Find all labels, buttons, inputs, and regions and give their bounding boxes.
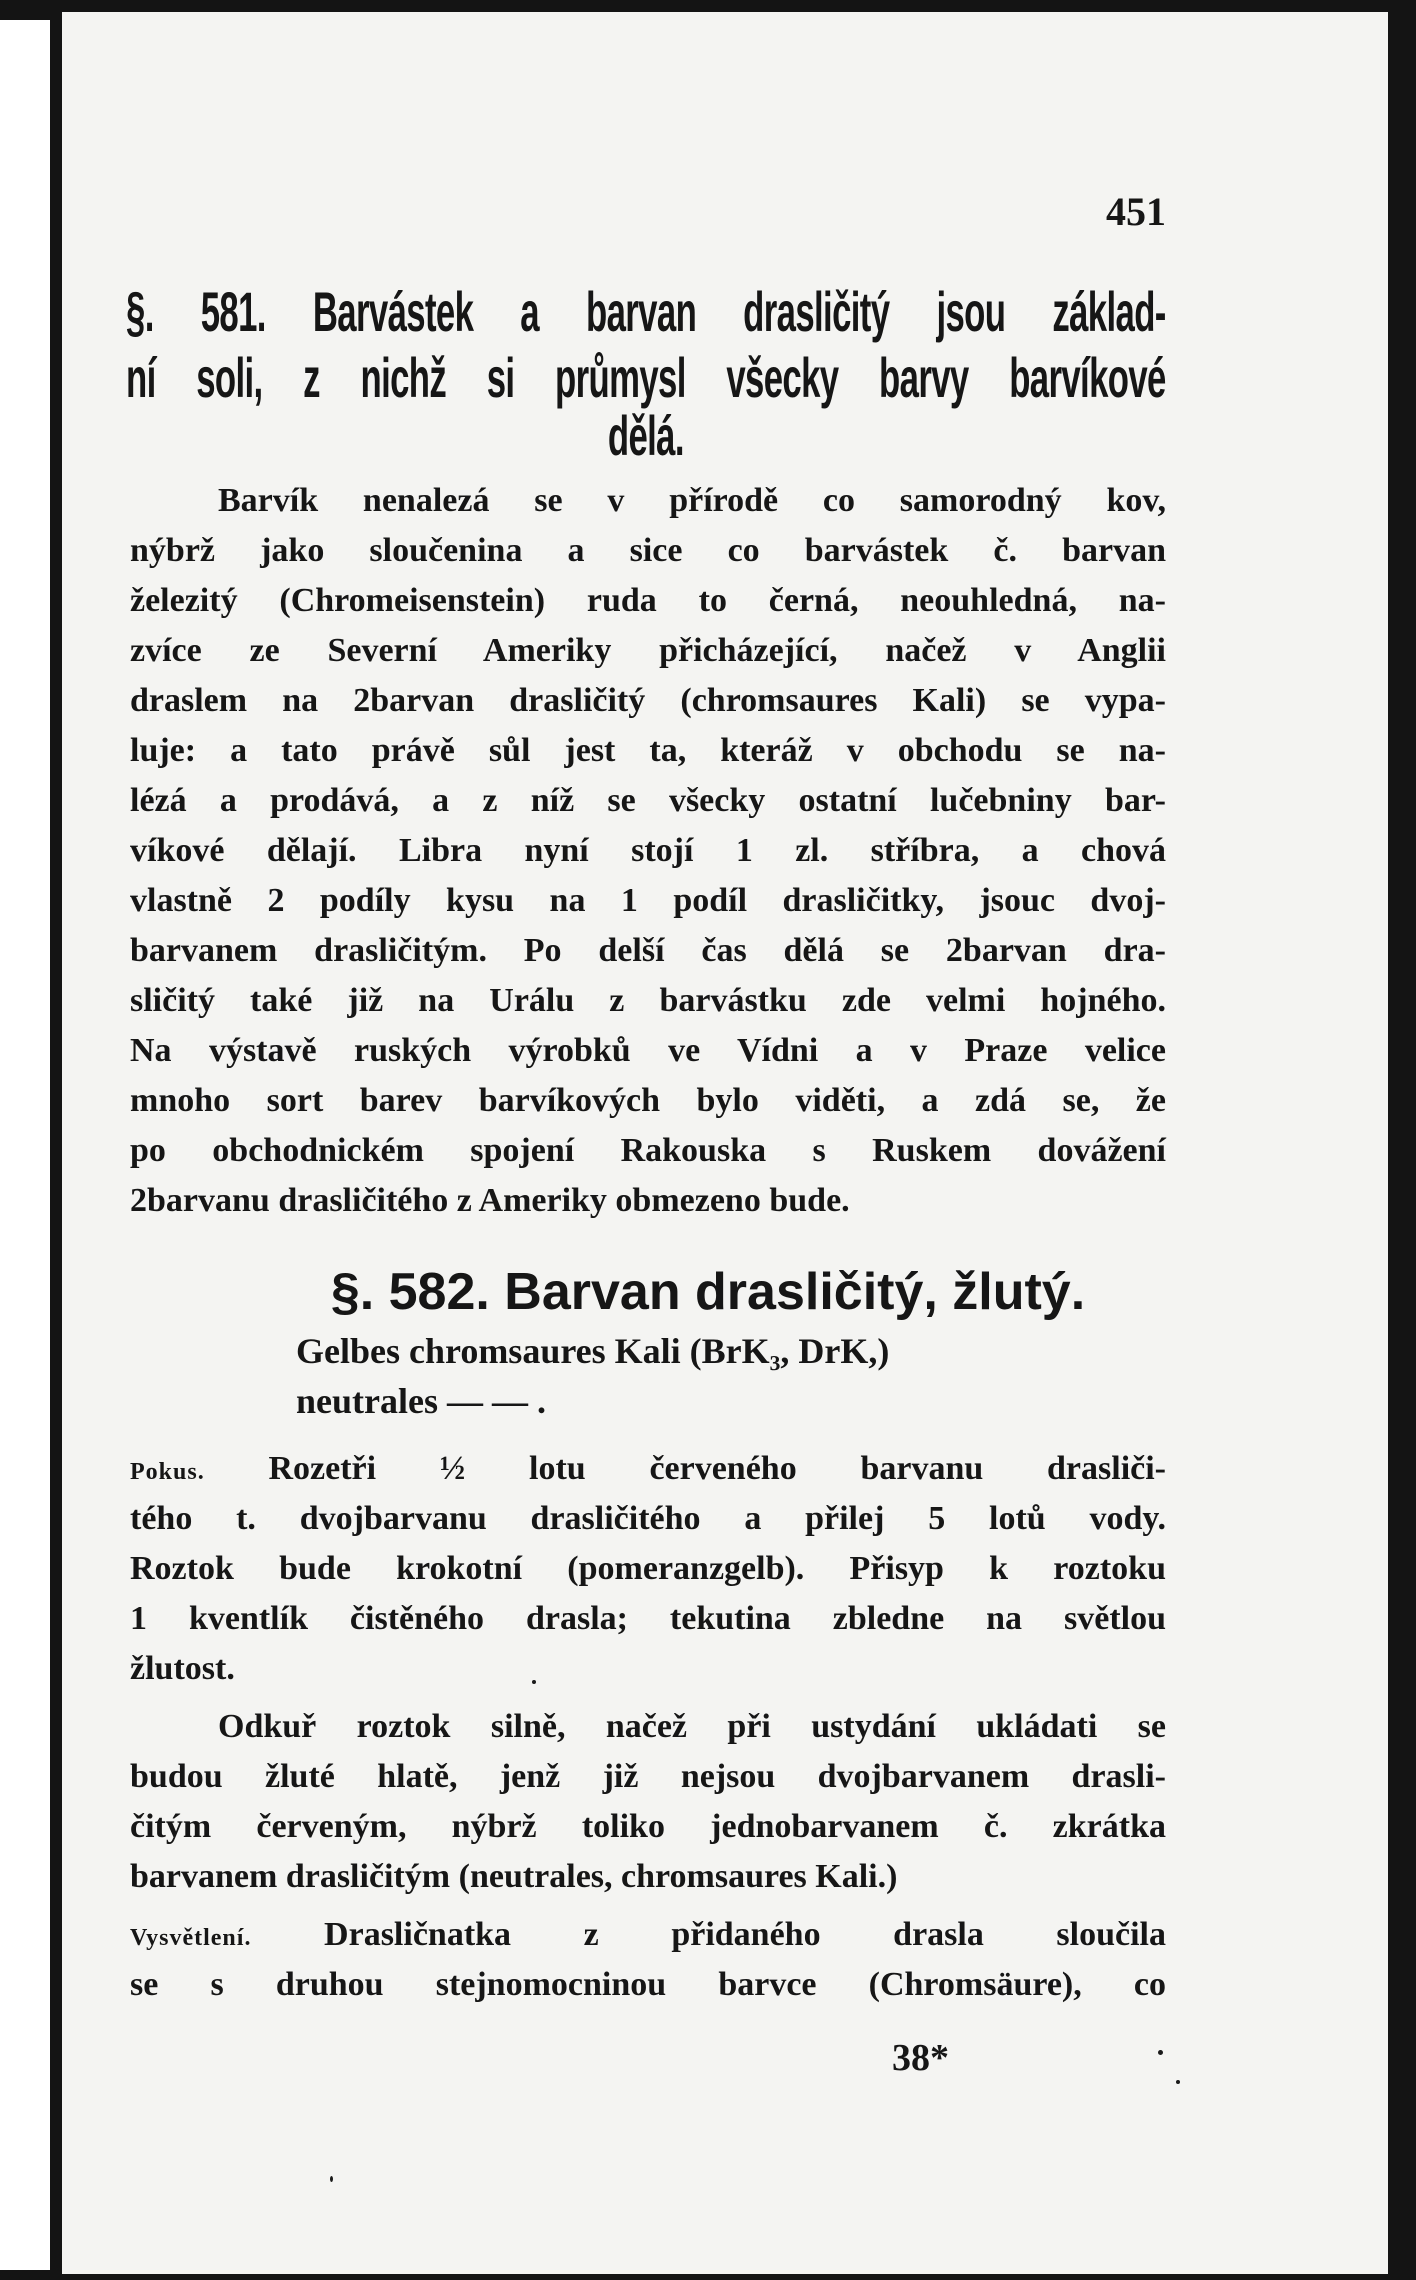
para1-line: 2barvanu drasličitého z Ameriky obmezeno bude. bbox=[130, 1182, 850, 1219]
para1-line: luje: a tato právě sůl jest ta, kteráž v obchodu se na- bbox=[130, 732, 1166, 769]
section-582-subtitle: Gelbes chromsaures Kali (BrK₃, DrK,) bbox=[296, 1331, 890, 1371]
section-581-heading-line-3: dělá. bbox=[607, 404, 684, 467]
pokus-label: Pokus. bbox=[130, 1459, 205, 1485]
para1-line: sličitý také již na Urálu z barvástku zde velmi hojného. bbox=[130, 982, 1166, 1019]
para2-line: Pokus. Rozetři ½ lotu červeného barvanu drasliči- bbox=[130, 1450, 1166, 1487]
para3-line: čitým červeným, nýbrž toliko jednobarvanem č. zkrátka bbox=[130, 1808, 1166, 1845]
para1-line: mnoho sort barev barvíkových bylo viděti, a zdá se, že bbox=[130, 1082, 1166, 1119]
para2-line: 1 kventlík čistěného drasla; tekutina zbledne na světlou bbox=[130, 1600, 1166, 1637]
para2-line: Roztok bude krokotní (pomeranzgelb). Přisyp k roztoku bbox=[130, 1550, 1166, 1587]
para2-line: tého t. dvojbarvanu drasličitého a přilej 5 lotů vody. bbox=[130, 1500, 1166, 1537]
para1-line: Barvík nenalezá se v přírodě co samorodný kov, bbox=[218, 482, 1166, 519]
para1-line: víkové dělají. Libra nyní stojí 1 zl. stříbra, a chová bbox=[130, 832, 1166, 869]
vysvetleni-label: Vysvětlení. bbox=[130, 1925, 252, 1951]
para1-line: lézá a prodává, a z níž se všecky ostatní lučebniny bar- bbox=[130, 782, 1166, 819]
adjacent-page-edge bbox=[0, 20, 50, 2270]
para4-line: se s druhou stejnomocninou barvce (Chromsäure), co bbox=[130, 1966, 1166, 2003]
para1-line: zvíce ze Severní Ameriky přicházející, načež v Anglii bbox=[130, 632, 1166, 669]
section-582-subtitle-2: neutrales — — . bbox=[296, 1381, 546, 1421]
page-number: 451 bbox=[1106, 189, 1166, 234]
section-582-heading: §. 582. Barvan drasličitý, žlutý. bbox=[330, 1263, 1086, 1321]
signature-mark: 38* bbox=[892, 2037, 949, 2079]
para4-line: Vysvětlení. Drasličnatka z přidaného drasla sloučila bbox=[130, 1916, 1167, 1953]
ink-speck bbox=[330, 2176, 333, 2182]
ink-speck bbox=[532, 1680, 536, 1684]
para3-line: Odkuř roztok silně, načež při ustydání ukládati se bbox=[218, 1708, 1166, 1745]
para3-line: barvanem drasličitým (neutrales, chromsaures Kali.) bbox=[130, 1858, 898, 1895]
ink-speck bbox=[1176, 2080, 1180, 2084]
para1-line: železitý (Chromeisenstein) ruda to černá, neouhledná, na- bbox=[130, 582, 1166, 619]
para1-line: barvanem drasličitým. Po delší čas dělá se 2barvan dra- bbox=[130, 932, 1166, 969]
section-581-heading-line-2: ní soli, z nichž si průmysl všecky barvy barvíkové bbox=[126, 346, 1166, 409]
section-581-heading-line-1: §. 581. Barvástek a barvan drasličitý jsou základ- bbox=[126, 280, 1166, 343]
para3-line: budou žluté hlatě, jenž již nejsou dvojbarvanem drasli- bbox=[130, 1758, 1166, 1795]
para1-line: vlastně 2 podíly kysu na 1 podíl drasličitky, jsouc dvoj- bbox=[130, 882, 1166, 919]
para1-line: draslem na 2barvan drasličitý (chromsaures Kali) se vypa- bbox=[130, 682, 1166, 719]
ink-speck bbox=[1158, 2050, 1163, 2055]
para2-line: žlutost. bbox=[130, 1650, 235, 1687]
para1-line: nýbrž jako sloučenina a sice co barvástek č. barvan bbox=[130, 532, 1166, 569]
para1-line: Na výstavě ruských výrobků ve Vídni a v Praze velice bbox=[130, 1032, 1166, 1069]
para1-line: po obchodnickém spojení Rakouska s Ruskem dovážení bbox=[130, 1132, 1166, 1169]
